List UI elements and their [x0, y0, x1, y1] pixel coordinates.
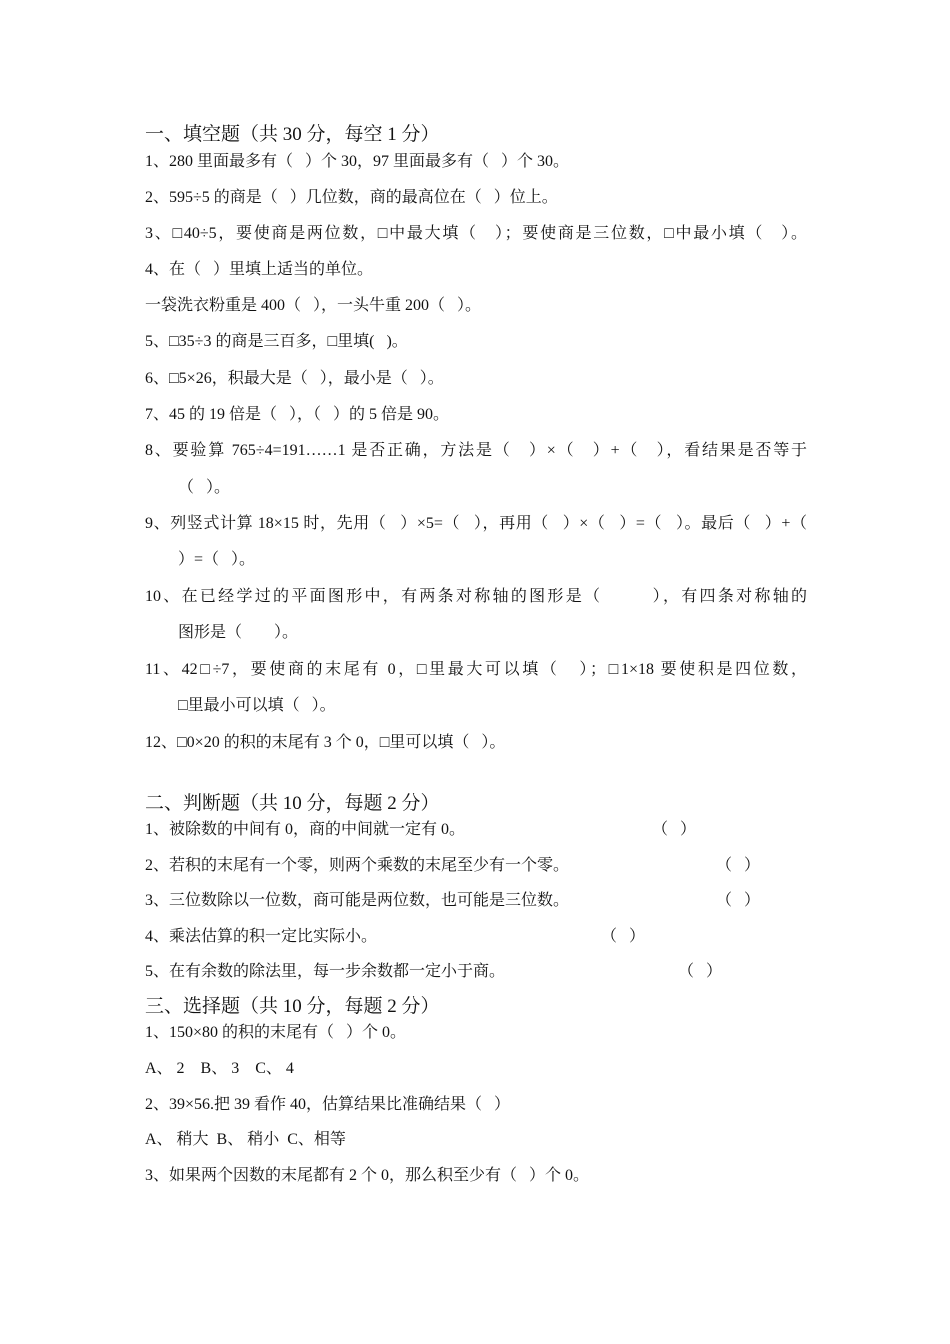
section1-title: 一、填空题（共 30 分，每空 1 分）	[145, 124, 440, 145]
fill-question-11: 11、42□÷7，要使商的末尾有 0，□里最大可以填（ ）；□1×18 要使积是四位数，	[145, 661, 807, 678]
fill-question-11-line2: □里最小可以填（ ）。	[178, 697, 336, 714]
fill-question-12: 12、□0×20 的积的末尾有 3 个 0，□里可以填（ ）。	[145, 734, 506, 751]
choice-question-2-options: A、 稍大 B、 稍小 C、相等	[145, 1131, 346, 1148]
fill-question-5: 5、□35÷3 的商是三百多，□里填( )。	[145, 333, 408, 350]
judge-answer-paren-4: （ ）	[601, 928, 646, 945]
judge-question-1: 1、被除数的中间有 0，商的中间就一定有 0。	[145, 821, 466, 838]
section3-title: 三、选择题（共 10 分，每题 2 分）	[145, 996, 440, 1017]
fill-question-3: 3、□40÷5，要使商是两位数，□中最大填（ ）；要使商是三位数，□中最小填（ ）。	[145, 225, 807, 242]
judge-answer-paren-3: （ ）	[716, 892, 761, 909]
choice-question-3: 3、如果两个因数的末尾都有 2 个 0，那么积至少有（ ）个 0。	[145, 1167, 590, 1184]
fill-question-10-line2: 图形是（ ）。	[178, 624, 299, 641]
fill-question-10: 10、在已经学过的平面图形中，有两条对称轴的图形是（ ），有四条对称轴的	[145, 588, 807, 605]
judge-answer-paren-2: （ ）	[716, 857, 761, 874]
choice-question-2: 2、39×56.把 39 看作 40，估算结果比准确结果（ ）	[145, 1096, 511, 1113]
judge-question-2: 2、若积的末尾有一个零，则两个乘数的末尾至少有一个零。	[145, 857, 570, 874]
fill-question-7: 7、45 的 19 倍是（ ），（ ）的 5 倍是 90。	[145, 406, 450, 423]
fill-question-1: 1、280 里面最多有（ ）个 30，97 里面最多有（ ）个 30。	[145, 153, 570, 170]
fill-question-4: 4、在（ ）里填上适当的单位。	[145, 261, 374, 278]
fill-question-8-line2: （ ）。	[178, 479, 231, 496]
fill-question-9: 9、列竖式计算 18×15 时，先用（ ）×5=（ ），再用（ ）×（ ）=（ ）。最后（ ）+（	[145, 515, 807, 532]
section2-title: 二、判断题（共 10 分，每题 2 分）	[145, 793, 440, 814]
choice-question-1: 1、150×80 的积的末尾有（ ）个 0。	[145, 1024, 407, 1041]
fill-question-4-line2: 一袋洗衣粉重是 400（ ），一头牛重 200（ ）。	[145, 297, 482, 314]
fill-question-2: 2、595÷5 的商是（ ）几位数，商的最高位在（ ）位上。	[145, 189, 558, 206]
judge-question-5: 5、在有余数的除法里，每一步余数都一定小于商。	[145, 963, 506, 980]
judge-question-4: 4、乘法估算的积一定比实际小。	[145, 928, 378, 945]
fill-question-9-line2: ）=（ ）。	[178, 551, 256, 568]
judge-answer-paren-1: （ ）	[652, 821, 697, 838]
choice-question-1-options: A、 2 B、 3 C、 4	[145, 1060, 294, 1077]
judge-question-3: 3、三位数除以一位数，商可能是两位数，也可能是三位数。	[145, 892, 570, 909]
judge-answer-paren-5: （ ）	[678, 963, 723, 980]
fill-question-6: 6、□5×26，积最大是（ ），最小是（ ）。	[145, 370, 444, 387]
fill-question-8: 8、要验算 765÷4=191……1 是否正确，方法是（ ）×（ ）+（ ），看结果是否等于	[145, 442, 807, 459]
